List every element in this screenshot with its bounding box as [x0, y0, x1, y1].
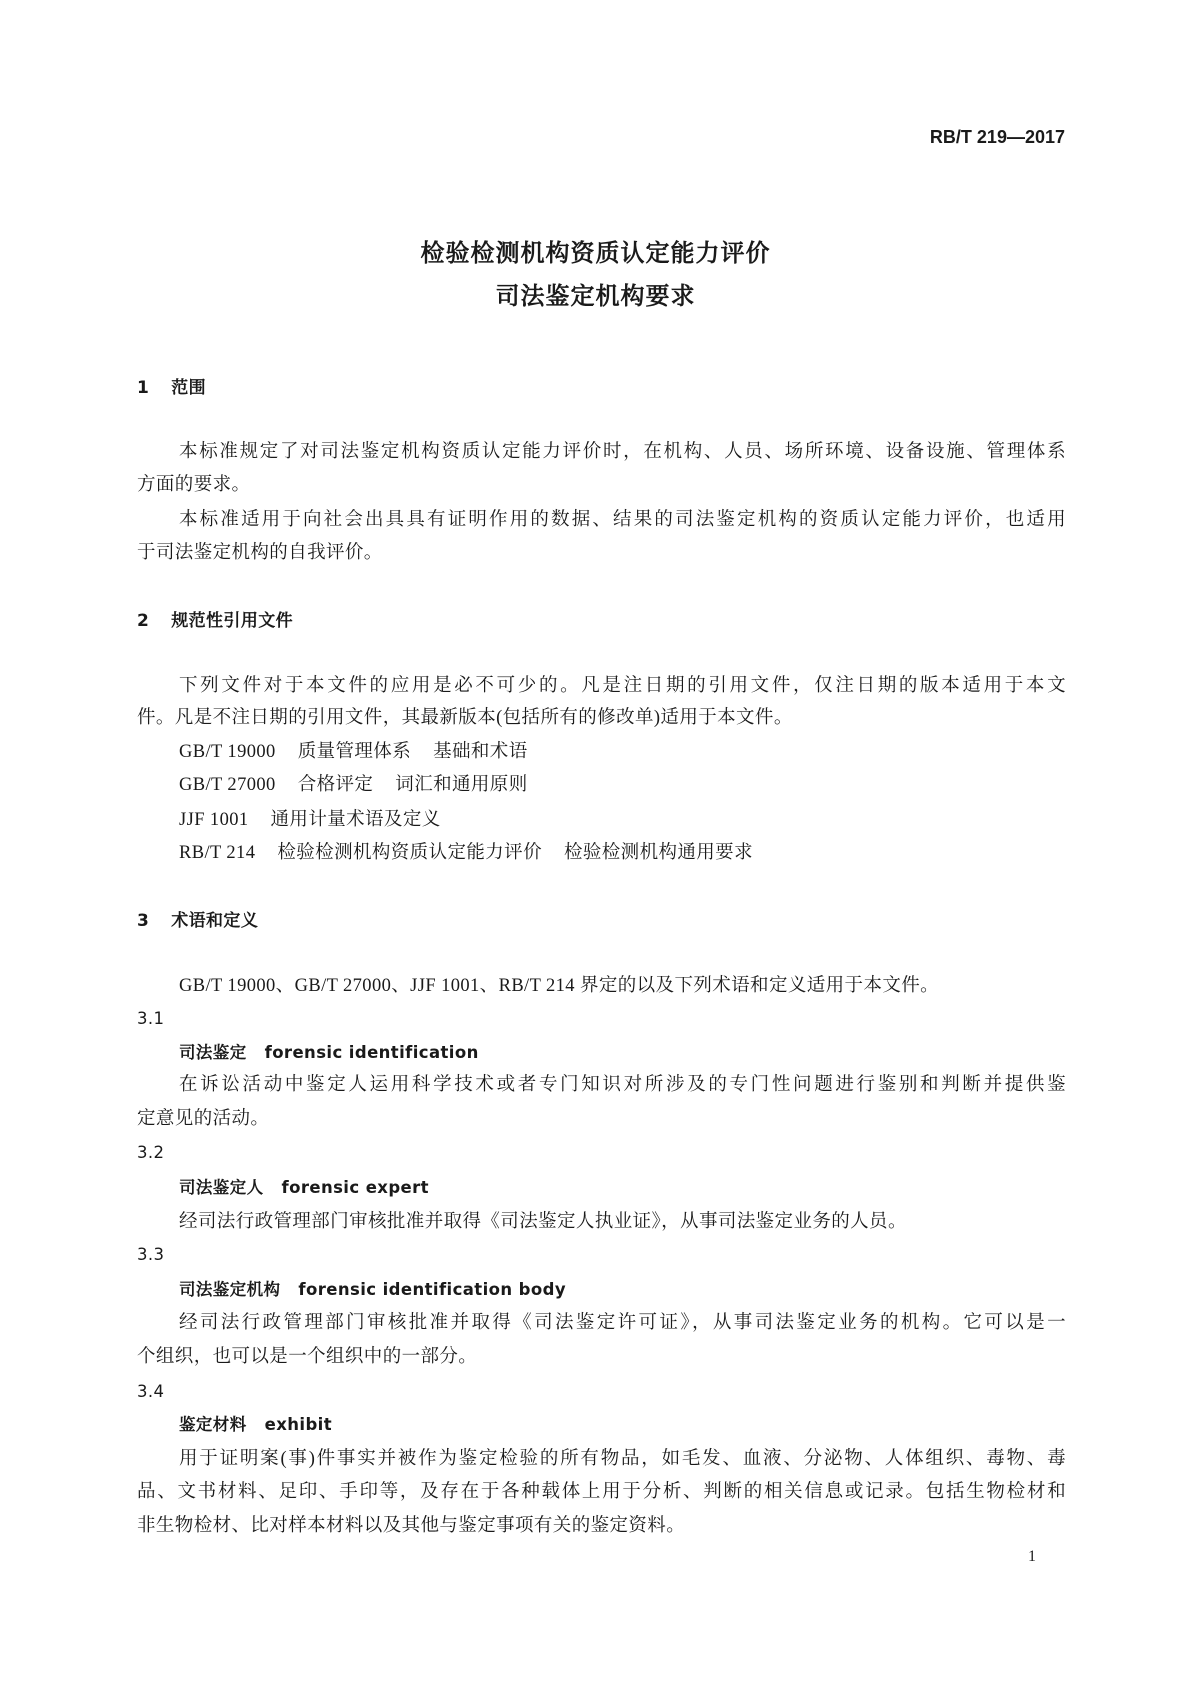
section-title: 范围	[171, 378, 207, 398]
ref-code: GB/T 19000	[179, 742, 276, 762]
term-heading	[179, 1041, 1066, 1065]
document-title-line2: 司法鉴定机构要求	[495, 282, 696, 310]
section-number: 1	[137, 378, 150, 398]
term-zh: 鉴定材料	[179, 1415, 247, 1434]
term-en: forensic expert	[281, 1178, 429, 1197]
ref-subtitle: 检验检测机构通用要求	[563, 843, 753, 863]
term-heading	[179, 1413, 1066, 1437]
page-number: 1	[1028, 1548, 1036, 1565]
definition-line: 经司法行政管理部门审核批准并取得《司法鉴定许可证》，从事司法鉴定业务的机构。它可以是一	[179, 1313, 1066, 1333]
term-en: forensic identification body	[298, 1280, 566, 1299]
term-number: 3.3	[137, 1245, 165, 1264]
definition-line: 在诉讼活动中鉴定人运用科学技术或者专门知识对所涉及的专门性问题进行鉴别和判断并提供鉴	[179, 1075, 1066, 1095]
term-number: 3.4	[137, 1382, 165, 1401]
reference-item	[179, 773, 1066, 797]
paragraph-line: 于司法鉴定机构的自我评价。	[137, 543, 383, 563]
ref-code: RB/T 214	[179, 843, 256, 863]
paragraph-line: 本标准适用于向社会出具具有证明作用的数据、结果的司法鉴定机构的资质认定能力评价，也适用	[179, 510, 1066, 530]
section-title: 术语和定义	[171, 911, 259, 931]
definition-line: 非生物检材、比对样本材料以及其他与鉴定事项有关的鉴定资料。	[137, 1516, 686, 1536]
ref-title: 合格评定	[297, 775, 374, 795]
ref-title: 检验检测机构资质认定能力评价	[277, 843, 542, 863]
section-number: 2	[137, 611, 150, 631]
definition-line: 品、文书材料、足印、手印等，及存在于各种载体上用于分析、判断的相关信息或记录。包括生物检材和	[137, 1482, 1066, 1502]
ref-subtitle: 基础和术语	[433, 742, 528, 762]
paragraph-line: 下列文件对于本文件的应用是必不可少的。凡是注日期的引用文件，仅注日期的版本适用于本文	[179, 676, 1066, 696]
definition-line: 用于证明案(事)件事实并被作为鉴定检验的所有物品，如毛发、血液、分泌物、人体组织、毒物、毒	[179, 1449, 1066, 1469]
term-zh: 司法鉴定	[179, 1043, 247, 1062]
ref-code: GB/T 27000	[179, 775, 276, 795]
reference-item	[179, 740, 1066, 764]
ref-subtitle: 词汇和通用原则	[395, 775, 528, 795]
ref-title: 通用计量术语及定义	[270, 810, 441, 830]
term-number: 3.2	[137, 1143, 165, 1162]
term-en: exhibit	[264, 1415, 332, 1434]
term-zh: 司法鉴定机构	[179, 1280, 281, 1299]
section-title: 规范性引用文件	[171, 611, 294, 631]
ref-code: JJF 1001	[179, 810, 249, 830]
reference-item	[179, 808, 1066, 832]
paragraph-line: 件。凡是不注日期的引用文件，其最新版本(包括所有的修改单)适用于本文件。	[137, 708, 793, 728]
section-2-heading	[137, 609, 1066, 633]
definition-line: 个组织，也可以是一个组织中的一部分。	[137, 1347, 478, 1367]
section-number: 3	[137, 911, 150, 931]
definition-line: 定意见的活动。	[137, 1109, 270, 1129]
term-zh: 司法鉴定人	[179, 1178, 264, 1197]
paragraph-line: 本标准规定了对司法鉴定机构资质认定能力评价时，在机构、人员、场所环境、设备设施、管理体系	[179, 442, 1066, 462]
term-en: forensic identification	[264, 1043, 479, 1062]
standard-number: RB/T 219—2017	[929, 127, 1065, 147]
term-heading	[179, 1176, 1066, 1200]
section-3-heading	[137, 909, 1066, 933]
term-heading	[179, 1278, 1066, 1302]
reference-item	[179, 841, 1066, 865]
definition-line: 经司法行政管理部门审核批准并取得《司法鉴定人执业证》，从事司法鉴定业务的人员。	[179, 1212, 907, 1232]
paragraph-line: 方面的要求。	[137, 475, 251, 495]
section-1-heading	[137, 376, 1066, 400]
term-number: 3.1	[137, 1009, 165, 1028]
document-title-line1: 检验检测机构资质认定能力评价	[420, 239, 771, 267]
paragraph-line: GB/T 19000、GB/T 27000、JJF 1001、RB/T 214 界定的以及下列术语和定义适用于本文件。	[179, 976, 940, 996]
ref-title: 质量管理体系	[297, 742, 412, 762]
